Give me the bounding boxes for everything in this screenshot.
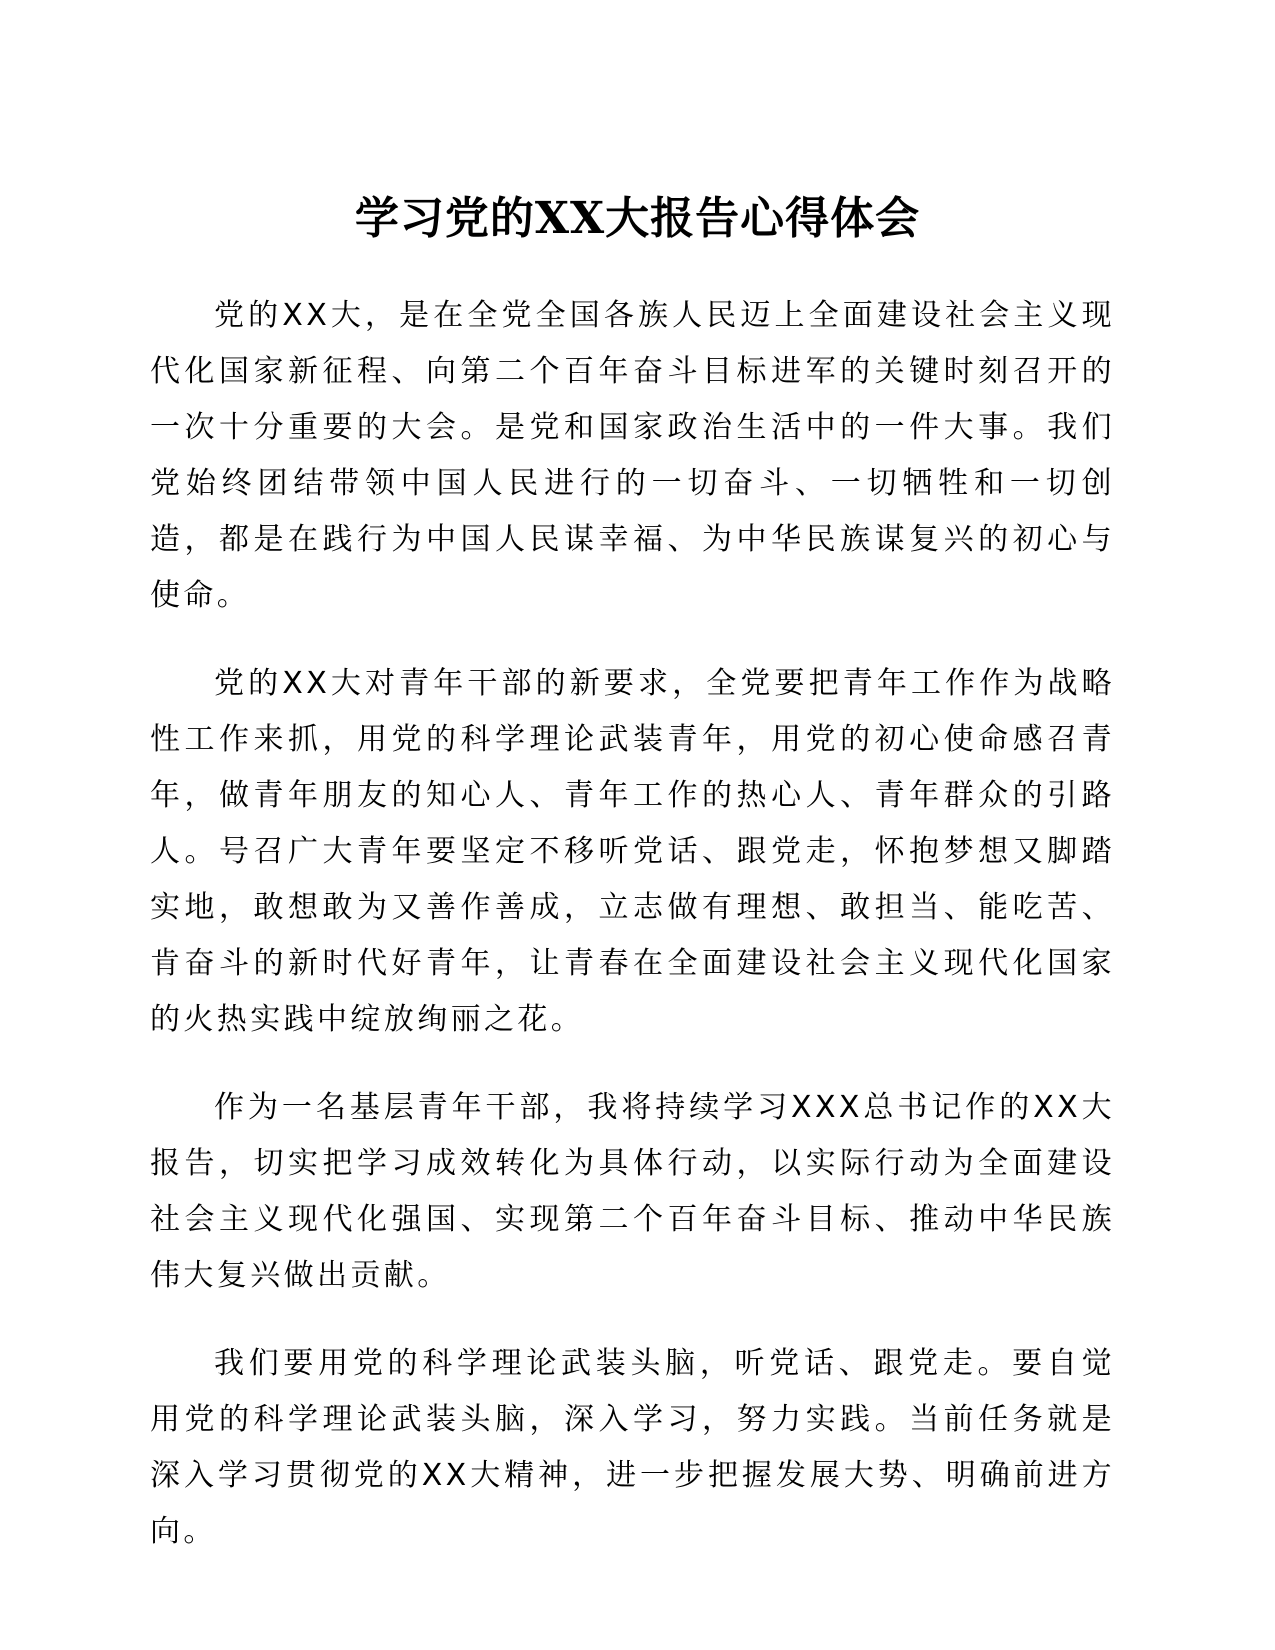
paragraph-4: 我们要用党的科学理论武装头脑，听党话、跟党走。要自觉用党的科学理论武装头脑，深入学习，努力实践。当前任务就是深入学习贯彻党的XX大精神，进一步把握发展大势、明确前进方向。	[150, 1346, 1115, 1549]
document-body	[150, 288, 1115, 1592]
paragraph-1: 党的XX大，是在全党全国各族人民迈上全面建设社会主义现代化国家新征程、向第二个百年奋斗目标进军的关键时刻召开的一次十分重要的大会。是党和国家政治生活中的一件大事。我们党始终团结带领中国人民进行的一切奋斗、一切牺牲和一切创造，都是在践行为中国人民谋幸福、为中华民族谋复兴的初心与使命。	[150, 298, 1115, 613]
paragraph-2: 党的XX大对青年干部的新要求，全党要把青年工作作为战略性工作来抓，用党的科学理论武装青年，用党的初心使命感召青年，做青年朋友的知心人、青年工作的热心人、青年群众的引路人。号召广大青年要坚定不移听党话、跟党走，怀抱梦想又脚踏实地，敢想敢为又善作善成，立志做有理想、敢担当、能吃苦、肯奋斗的新时代好青年，让青春在全面建设社会主义现代化国家的火热实践中绽放绚丽之花。	[150, 666, 1115, 1037]
paragraph-3: 作为一名基层青年干部，我将持续学习XXX总书记作的XX大报告，切实把学习成效转化为具体行动，以实际行动为全面建设社会主义现代化强国、实现第二个百年奋斗目标、推动中华民族伟大复兴做出贡献。	[150, 1090, 1115, 1293]
document-title: 学习党的XX大报告心得体会	[354, 193, 921, 244]
